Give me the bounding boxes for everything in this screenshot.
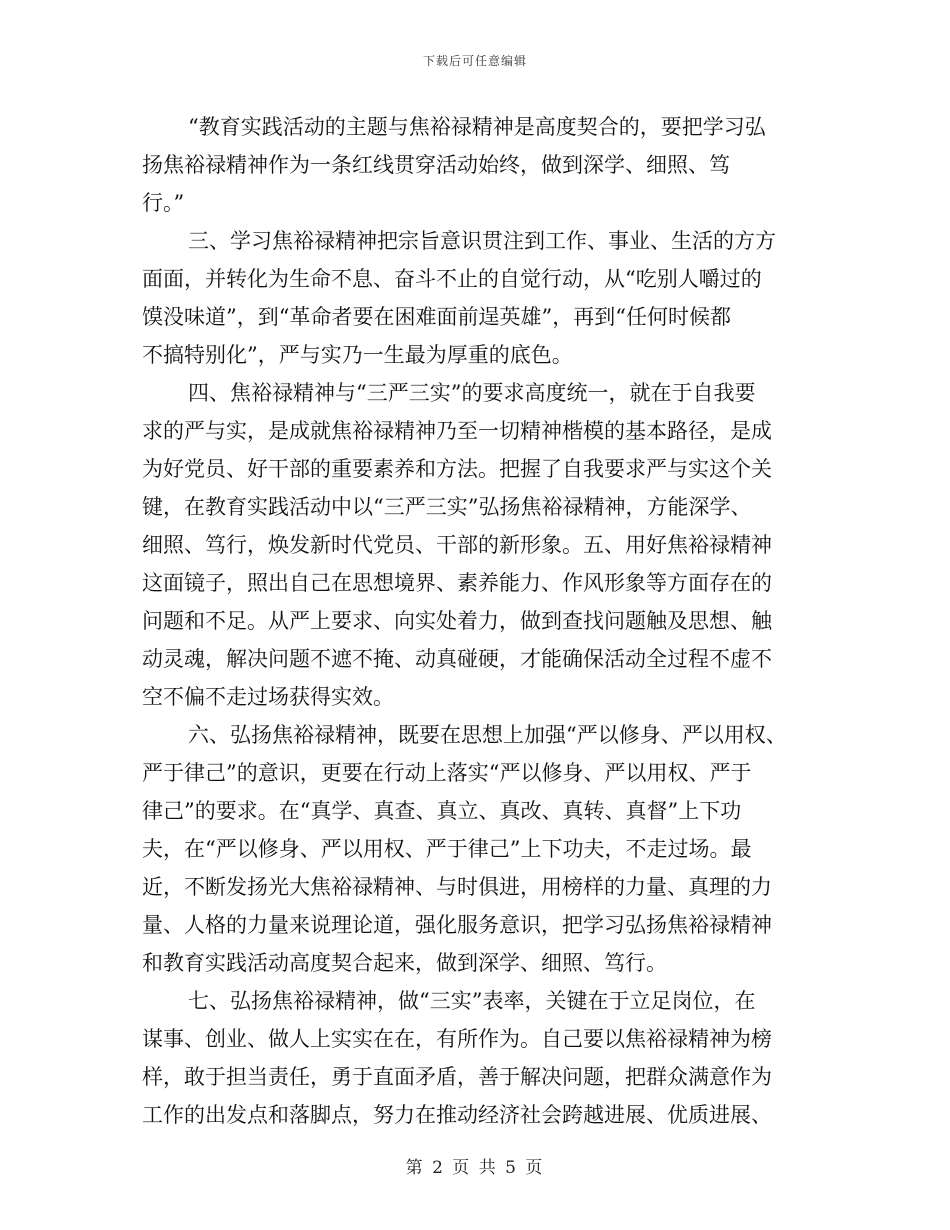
paragraph-5-line-2: 谋事、创业、做人上实实在在，有所作为。自己要以焦裕禄精神为榜 bbox=[142, 1027, 772, 1051]
paragraph-5-line-1: 七、弘扬焦裕禄精神，做“三实”表率，关键在于立足岗位，在 bbox=[188, 989, 756, 1013]
paragraph-3-line-2: 求的严与实，是成就焦裕禄精神乃至一切精神楷模的基本路径，是成 bbox=[142, 419, 772, 443]
paragraph-4-line-7: 和教育实践活动高度契合起来，做到深学、细照、笃行。 bbox=[142, 951, 667, 975]
paragraph-2-line-3: 馍没味道”，到“革命者要在困难面前逞英雄”，再到“任何时候都 bbox=[142, 305, 731, 329]
paragraph-5-line-3: 样，敢于担当责任，勇于直面矛盾，善于解决问题，把群众满意作为 bbox=[142, 1065, 772, 1089]
paragraph-2-line-1: 三、学习焦裕禄精神把宗旨意识贯注到工作、事业、生活的方方 bbox=[188, 229, 776, 253]
paragraph-2-line-2: 面面，并转化为生命不息、奋斗不止的自觉行动，从“吃别人嚼过的 bbox=[142, 267, 762, 291]
paragraph-3-line-5: 细照、笃行，焕发新时代党员、干部的新形象。五、用好焦裕禄精神 bbox=[142, 533, 772, 557]
paragraph-4-line-3: 律己”的要求。在“真学、真查、真立、真改、真转、真督”上下功 bbox=[142, 799, 742, 823]
paragraph-4-line-4: 夫，在“严以修身、严以用权、严于律己”上下功夫，不走过场。最 bbox=[142, 837, 752, 861]
paragraph-3-line-3: 为好党员、好干部的重要素养和方法。把握了自我要求严与实这个关 bbox=[142, 457, 772, 481]
paragraph-4-line-6: 量、人格的力量来说理论道，强化服务意识，把学习弘扬焦裕禄精神 bbox=[142, 913, 772, 937]
paragraph-1-line-2: 扬焦裕禄精神作为一条红线贯穿活动始终，做到深学、细照、笃 bbox=[142, 153, 730, 177]
paragraph-3-line-7: 问题和不足。从严上要求、向实处着力，做到查找问题触及思想、触 bbox=[142, 609, 772, 633]
document-body bbox=[142, 108, 810, 1134]
paragraph-3-line-4: 键，在教育实践活动中以“三严三实”弘扬焦裕禄精神，方能深学、 bbox=[142, 495, 752, 519]
paragraph-4-line-2: 严于律己”的意识，更要在行动上落实“严以修身、严以用权、严于 bbox=[142, 761, 752, 785]
paragraph-5-line-4: 工作的出发点和落脚点，努力在推动经济社会跨越进展、优质进展、 bbox=[142, 1103, 772, 1127]
paragraph-2-line-4: 不搞特别化”，严与实乃一生最为厚重的底色。 bbox=[142, 343, 573, 367]
paragraph-4-line-5: 近，不断发扬光大焦裕禄精神、与时俱进，用榜样的力量、真理的力 bbox=[142, 875, 772, 899]
paragraph-1-line-1: “教育实践活动的主题与焦裕禄精神是高度契合的，要把学习弘 bbox=[188, 115, 766, 139]
page-header-note: 下载后可任意编辑 bbox=[422, 54, 527, 68]
paragraph-3-line-8: 动灵魂，解决问题不遮不掩、动真碰硬，才能确保活动全过程不虚不 bbox=[142, 647, 772, 671]
paragraph-1-line-3: 行。” bbox=[142, 191, 185, 215]
paragraph-4-line-1: 六、弘扬焦裕禄精神，既要在思想上加强“严以修身、严以用权、 bbox=[188, 723, 787, 747]
paragraph-3-line-9: 空不偏不走过场获得实效。 bbox=[142, 685, 394, 709]
page-number-footer: 第 2 页 共 5 页 bbox=[405, 1158, 545, 1178]
paragraph-3-line-6: 这面镜子，照出自己在思想境界、素养能力、作风形象等方面存在的 bbox=[142, 571, 772, 595]
paragraph-3-line-1: 四、焦裕禄精神与“三严三实”的要求高度统一，就在于自我要 bbox=[188, 381, 756, 405]
